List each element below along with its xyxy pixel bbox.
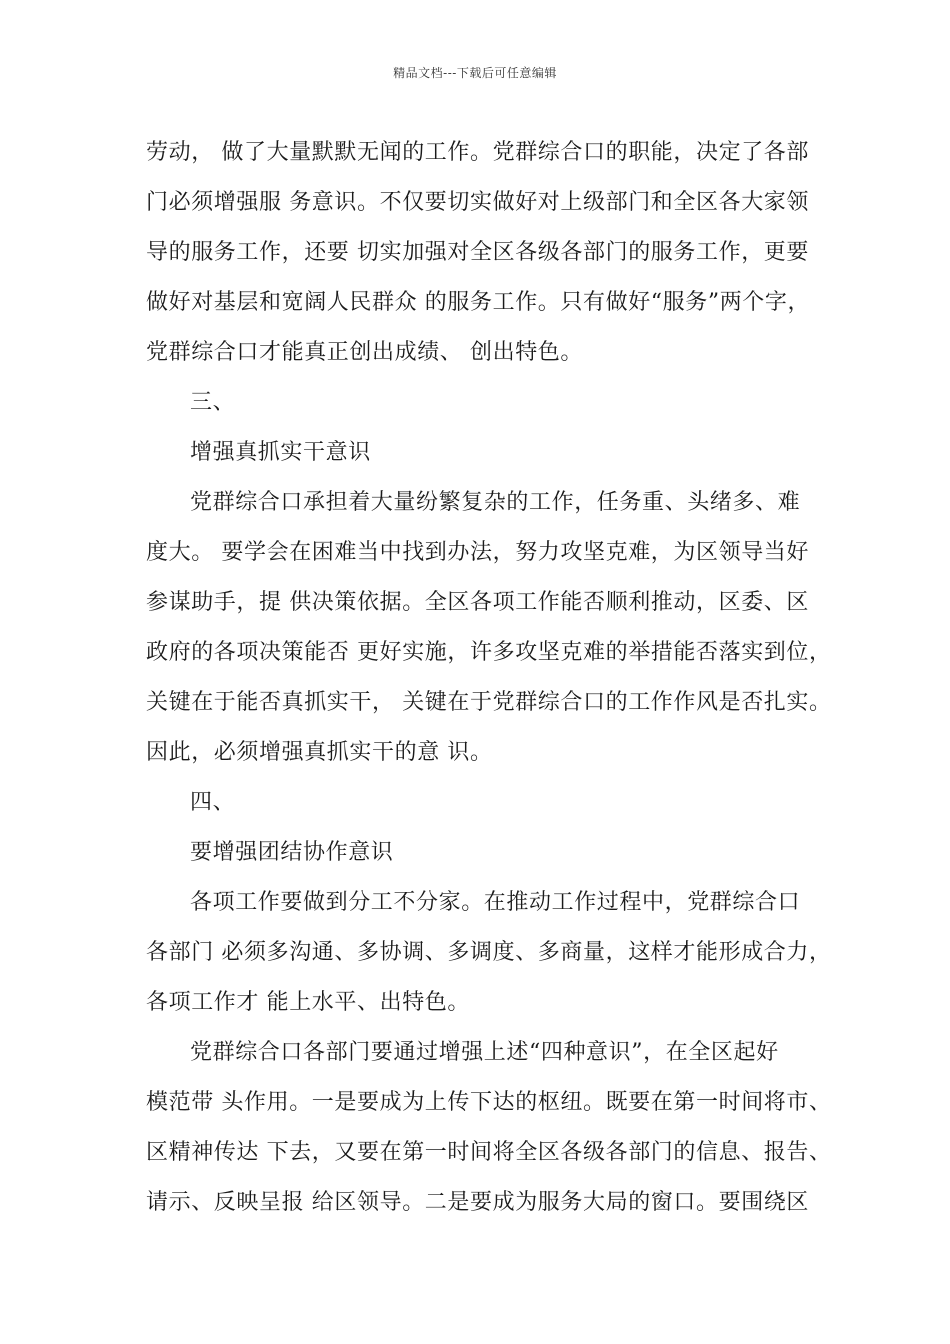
text-line: 做好对基层和宽阔人民群众 的服务工作。只有做好“服务”两个字， [146, 290, 811, 315]
text-line: 门必须增强服 务意识。不仅要切实做好对上级部门和全区各大家领 [146, 190, 809, 215]
text-line: 度大。 要学会在困难当中找到办法，努力攻坚克难，为区领导当好 [146, 540, 809, 565]
document-body [146, 128, 832, 1228]
text-line: 模范带 头作用。一是要成为上传下达的枢纽。既要在第一时间将市、 [146, 1090, 832, 1115]
text-line: 党群综合口各部门要通过增强上述“四种意识”，在全区起好 [190, 1040, 779, 1065]
text-line: 关键在于能否真抓实干， 关键在于党群综合口的工作作风是否扎实。 [146, 690, 832, 715]
text-line: 劳动， 做了大量默默无闻的工作。党群综合口的职能，决定了各部 [146, 140, 809, 165]
text-line: 党群综合口才能真正创出成绩、 创出特色。 [146, 340, 583, 365]
text-line: 导的服务工作，还要 切实加强对全区各级各部门的服务工作，更要 [146, 240, 809, 265]
text-line: 三、 [190, 390, 236, 415]
text-line: 请示、反映呈报 给区领导。二是要成为服务大局的窗口。要围绕区 [146, 1190, 809, 1215]
text-line: 各项工作才 能上水平、出特色。 [146, 990, 470, 1015]
text-line: 因此，必须增强真抓实干的意 识。 [146, 740, 493, 765]
text-line: 各部门 必须多沟通、多协调、多调度、多商量，这样才能形成合力， [146, 940, 832, 965]
text-line: 要增强团结协作意识 [190, 840, 394, 865]
text-line: 各项工作要做到分工不分家。在推动工作过程中，党群综合口 [190, 890, 801, 915]
text-line: 区精神传达 下去，又要在第一时间将全区各级各部门的信息、报告、 [146, 1140, 832, 1165]
text-line: 政府的各项决策能否 更好实施，许多攻坚克难的举措能否落实到位， [146, 640, 832, 665]
text-line: 党群综合口承担着大量纷繁复杂的工作，任务重、头绪多、难 [190, 490, 801, 515]
text-line: 四、 [190, 790, 236, 815]
text-line: 参谋助手，提 供决策依据。全区各项工作能否顺利推动，区委、区 [146, 590, 809, 615]
text-line: 增强真抓实干意识 [190, 440, 371, 465]
page-header: 精品文档---下载后可任意编辑 [393, 66, 557, 80]
